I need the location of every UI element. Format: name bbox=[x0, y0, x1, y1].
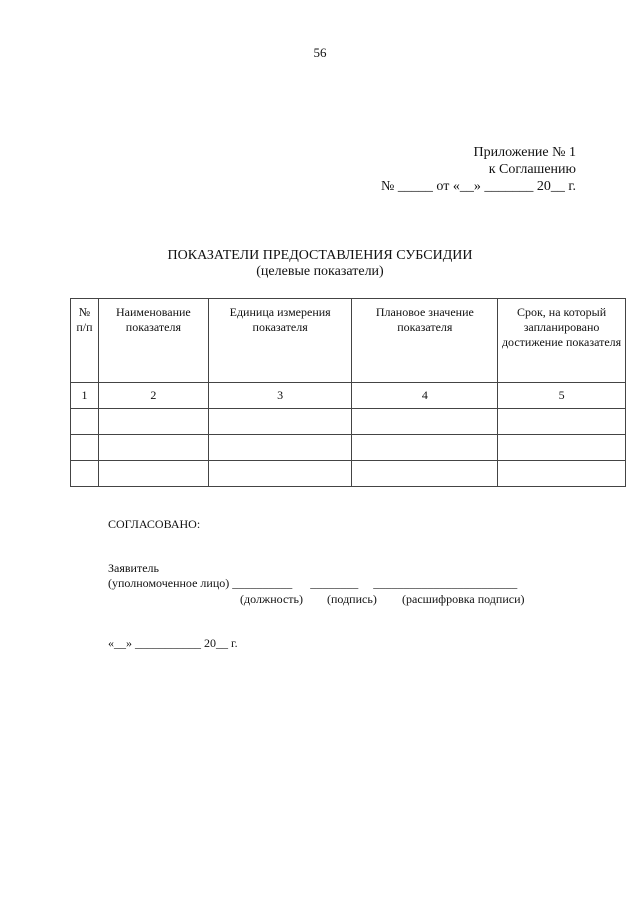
table-cell bbox=[498, 409, 626, 435]
header-unit: Единица измерения показателя bbox=[208, 299, 352, 383]
table-cell bbox=[208, 409, 352, 435]
applicant-label: Заявитель bbox=[108, 561, 159, 575]
table-row bbox=[71, 461, 626, 487]
header-indicator-name: Наименование показателя bbox=[98, 299, 208, 383]
table-cell bbox=[98, 461, 208, 487]
appendix-line-2: к Соглашению bbox=[488, 162, 576, 177]
approval-label: СОГЛАСОВАНО: bbox=[108, 517, 201, 531]
table-cell bbox=[208, 435, 352, 461]
table-row bbox=[71, 435, 626, 461]
header-number: № п/п bbox=[71, 299, 99, 383]
caption-position: (должность) bbox=[240, 592, 303, 606]
table-numbering-row bbox=[71, 383, 626, 409]
table-cell bbox=[98, 435, 208, 461]
table-cell bbox=[352, 435, 498, 461]
header-deadline: Срок, на который запланировано достижение показателя bbox=[498, 299, 626, 383]
caption-signature: (подпись) bbox=[327, 592, 377, 606]
table-cell: 2 bbox=[98, 383, 208, 409]
table-cell: 5 bbox=[498, 383, 626, 409]
table-cell bbox=[352, 461, 498, 487]
table-cell bbox=[71, 409, 99, 435]
table-cell: 4 bbox=[352, 383, 498, 409]
header-planned-value: Плановое значение показателя bbox=[352, 299, 498, 383]
table-cell bbox=[71, 435, 99, 461]
document-title: ПОКАЗАТЕЛИ ПРЕДОСТАВЛЕНИЯ СУБСИДИИ bbox=[167, 248, 473, 263]
appendix-line-1: Приложение № 1 bbox=[473, 145, 576, 160]
appendix-line-3: № _____ от «__» _______ 20__ г. bbox=[381, 179, 576, 194]
date-line: «__» ___________ 20__ г. bbox=[108, 636, 238, 650]
authorized-person-line: (уполномоченное лицо) __________ ________ ________________________ bbox=[108, 576, 518, 590]
table-cell: 3 bbox=[208, 383, 352, 409]
document-subtitle: (целевые показатели) bbox=[256, 264, 384, 279]
table-cell bbox=[498, 461, 626, 487]
table-row bbox=[71, 409, 626, 435]
table-cell bbox=[208, 461, 352, 487]
caption-decoding: (расшифровка подписи) bbox=[402, 592, 525, 606]
table-cell bbox=[498, 435, 626, 461]
table-cell bbox=[71, 461, 99, 487]
table-cell: 1 bbox=[71, 383, 99, 409]
table-cell bbox=[352, 409, 498, 435]
indicators-table bbox=[70, 298, 626, 487]
table-cell bbox=[98, 409, 208, 435]
table-header-row bbox=[71, 299, 626, 383]
page-number: 56 bbox=[313, 45, 327, 60]
